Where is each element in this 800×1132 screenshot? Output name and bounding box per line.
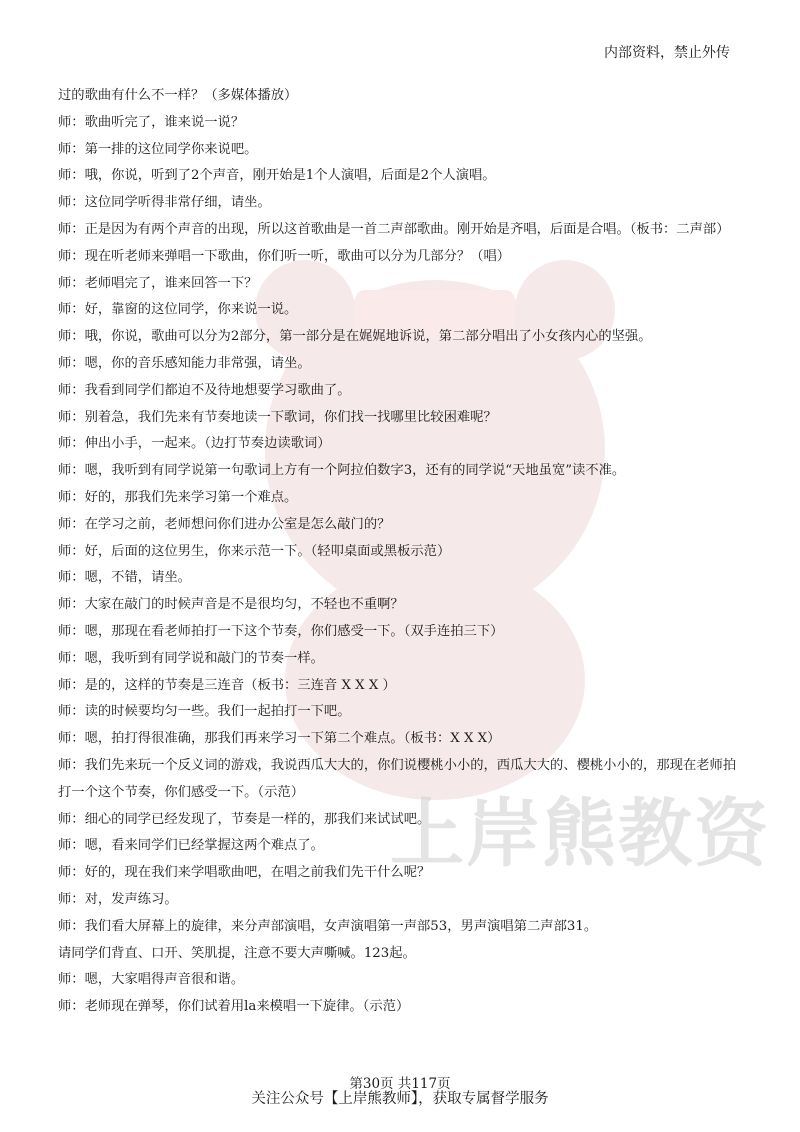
transcript-line: 师：好，后面的这位男生，你来示范一下。（轻叩桌面或黑板示范） [58, 543, 451, 559]
transcript-line: 师：伸出小手，一起来。（边打节奏边读歌词） [58, 436, 331, 452]
transcript-line: 师：好的，现在我们来学唱歌曲吧，在唱之前我们先干什么呢？ [58, 865, 431, 881]
page-number: 第30页 共117页 [349, 1076, 451, 1092]
transcript-line: 师：嗯，不错，请坐。 [58, 570, 191, 586]
transcript-line: 师：第一排的这位同学你来说吧。 [58, 141, 258, 157]
transcript-line: 师：好的，那我们先来学习第一个难点。 [58, 489, 298, 505]
transcript-line: 师：我看到同学们都迫不及待地想要学习歌曲了。 [58, 382, 351, 398]
transcript-line: 师：大家在敲门的时候声音是不是很均匀，不轻也不重啊？ [58, 597, 404, 613]
transcript-line: 师：我们先来玩一个反义词的游戏，我说西瓜大大的，你们说樱桃小小的，西瓜大大的、樱桃小小的，那现在老师拍打一个这个节奏，你们感受一下。（示范） [58, 757, 737, 800]
transcript-line: 师：别着急，我们先来有节奏地读一下歌词，你们找一找哪里比较困难呢？ [58, 409, 497, 425]
transcript-line: 师：哦，你说，听到了2个声音，刚开始是1个人演唱，后面是2个人演唱。 [58, 168, 496, 184]
transcript-body [58, 83, 748, 1021]
transcript-line: 师：嗯，我听到有同学说和敲门的节奏一样。 [58, 650, 324, 666]
brand-watermark: 上岸熊教资 [390, 791, 770, 877]
transcript-line: 师：读的时候要均匀一些。我们一起拍打一下吧。 [58, 704, 351, 720]
transcript-line: 师：细心的同学已经发现了，节奏是一样的，那我们来试试吧。 [58, 811, 431, 827]
transcript-line: 师：我们看大屏幕上的旋律，来分声部演唱，女声演唱第一声部53，男声演唱第二声部31。 [58, 918, 598, 934]
transcript-line: 师：嗯，你的音乐感知能力非常强，请坐。 [58, 355, 311, 371]
confidential-note: 内部资料，禁止外传 [604, 45, 730, 61]
transcript-line: 请同学们背直、口开、笑肌提，注意不要大声嘶喊。123起。 [58, 945, 416, 961]
transcript-line: 师：嗯，拍打得很准确，那我们再来学习一下第二个难点。（板书：X X X） [58, 731, 501, 747]
transcript-line: 师：正是因为有两个声音的出现，所以这首歌曲是一首二声部歌曲。刚开始是齐唱，后面是合唱。（板书：二声部） [58, 221, 730, 237]
transcript-line: 师：嗯，看来同学们已经掌握这两个难点了。 [58, 838, 324, 854]
transcript-line: 师：嗯，我听到有同学说第一句歌词上方有一个阿拉伯数字3，还有的同学说“天地虽宽”读不准。 [58, 463, 626, 479]
transcript-line: 师：老师现在弹琴，你们试着用la来模唱一下旋律。（示范） [58, 999, 410, 1015]
transcript-line: 师：歌曲听完了，谁来说一说？ [58, 114, 245, 130]
transcript-line: 师：现在听老师来弹唱一下歌曲，你们听一听，歌曲可以分为几部分？（唱） [58, 248, 511, 264]
transcript-line: 师：对，发声练习。 [58, 891, 178, 907]
footer-promo: 关注公众号【上岸熊教师】，获取专属督学服务 [251, 1091, 549, 1107]
transcript-line: 师：好，靠窗的这位同学，你来说一说。 [58, 302, 298, 318]
transcript-line: 过的歌曲有什么不一样？（多媒体播放） [58, 88, 298, 103]
transcript-line: 师：在学习之前，老师想问你们进办公室是怎么敲门的？ [58, 516, 391, 532]
transcript-line: 师：嗯，大家唱得声音很和谐。 [58, 972, 245, 988]
transcript-line: 师：嗯，那现在看老师拍打一下这个节奏，你们感受一下。（双手连拍三下） [58, 623, 504, 639]
transcript-line: 师：是的，这样的节奏是三连音（板书：三连音 X X X ） [58, 677, 396, 693]
transcript-line: 师：哦，你说，歌曲可以分为2部分，第一部分是在娓娓地诉说，第二部分唱出了小女孩内心的坚强。 [58, 329, 652, 345]
transcript-line: 师：这位同学听得非常仔细，请坐。 [58, 195, 271, 211]
transcript-line: 师：老师唱完了，谁来回答一下？ [58, 275, 258, 291]
